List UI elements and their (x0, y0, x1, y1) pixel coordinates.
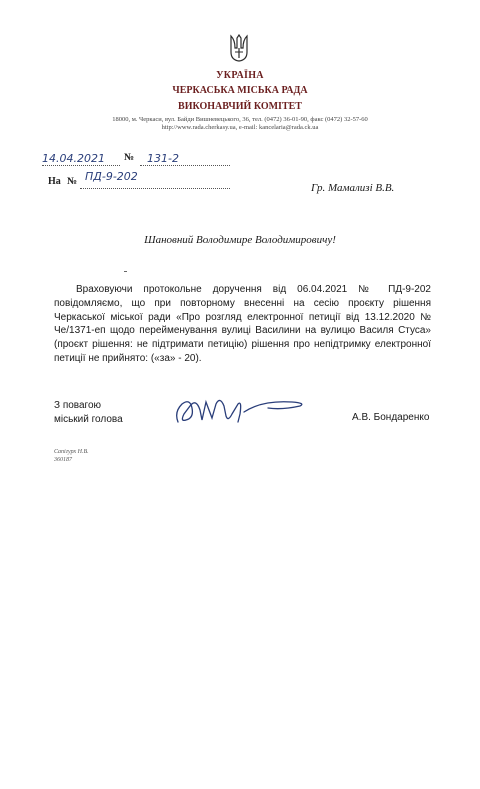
trident-emblem-icon (229, 34, 249, 62)
handwritten-signature (172, 392, 312, 430)
signature-block (54, 399, 123, 427)
incoming-number-label: № (67, 176, 78, 187)
letter-body: Враховуючи протокольне доручення від 06.04.2021 № ПД-9-202 повідомляємо, що при повторному внесенні на сесію проєкту рішення Черкаської міської ради «Про розгляд електронної петиції від 13.12.2020 № Че/1371-еп щодо перейменування вулиці Василини на вулицю Василя Стуса» (проєкт рішення: не підтримати петицію) рішення про непідтримку електронної петиції не прийнято: («за» - 20). (54, 284, 431, 364)
contacts-address: 18000, м. Черкаси, вул. Байди Вишневецького, 36, тел. (0472) 36-01-90, факс (0472) 32-57-60 (112, 116, 368, 123)
scan-mark (124, 271, 127, 272)
contacts-web: http://www.rada.cherkasy.ua, e-mail: kancelaria@rada.ck.ua (161, 124, 319, 131)
closing-regards: З повагою (54, 400, 102, 411)
addressee: Гр. Мамализі В.В. (311, 182, 395, 194)
greeting: Шановний Володимире Володимировичу! (144, 234, 336, 246)
outgoing-number-label: № (124, 152, 135, 163)
executor-name: Сапігурх Н.В. (54, 449, 89, 455)
number-underline (140, 165, 230, 166)
signer-position: міський голова (54, 414, 123, 425)
outgoing-number: 131-2 (147, 152, 179, 165)
committee-heading: ВИКОНАВЧИЙ КОМІТЕТ (178, 101, 302, 112)
country-heading: УКРАЇНА (216, 70, 264, 81)
executor-note (54, 448, 89, 464)
council-heading: ЧЕРКАСЬКА МІСЬКА РАДА (172, 85, 308, 96)
incoming-underline (80, 188, 230, 189)
incoming-number: ПД-9-202 (85, 170, 138, 183)
executor-phone: 360187 (54, 457, 72, 463)
incoming-ref-label: На (48, 176, 61, 187)
signer-name: А.В. Бондаренко (352, 412, 430, 423)
outgoing-date: 14.04.2021 (42, 152, 105, 165)
date-underline (42, 165, 120, 166)
